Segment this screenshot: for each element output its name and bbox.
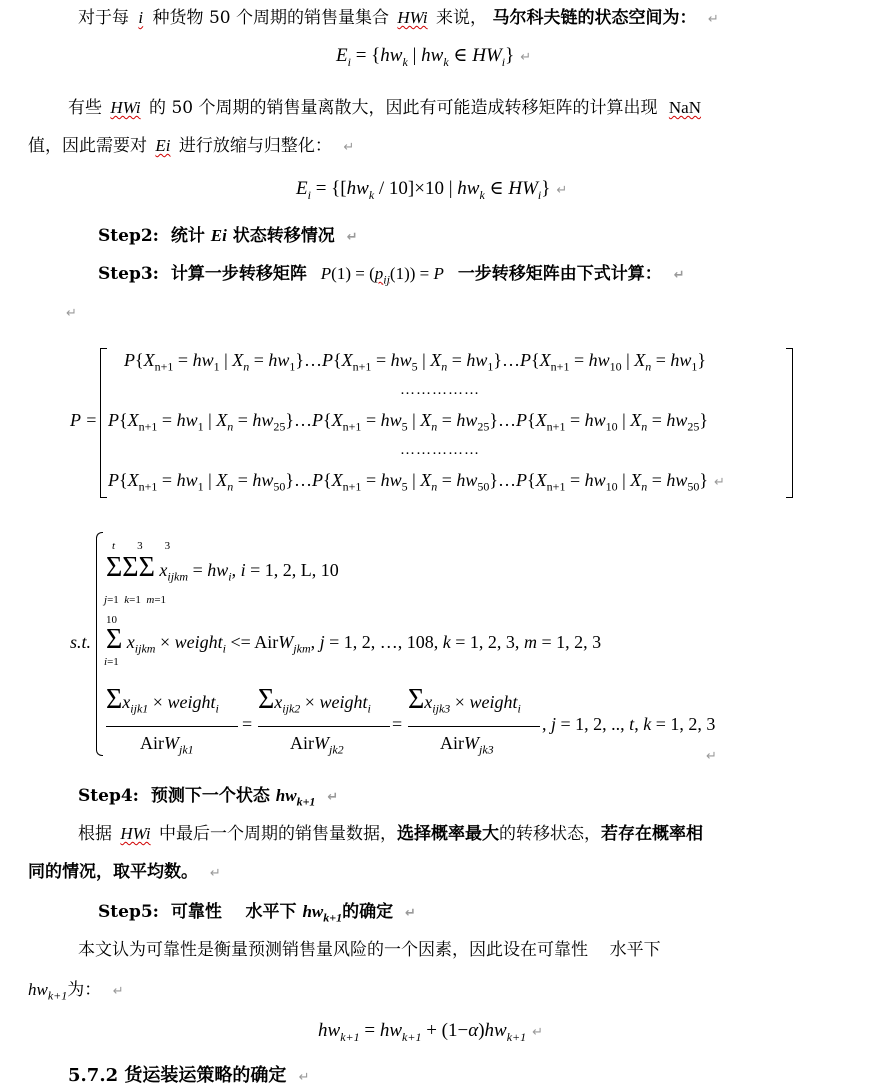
p3-bold1: 选择概率最大 (397, 824, 500, 844)
p4-post: 为： (67, 980, 102, 1000)
constraint-2-lower: i=1 (104, 656, 119, 668)
empty-paragraph: ↵ (66, 306, 77, 321)
constraint-3-den1: AirW$_{jk1}$ (140, 733, 194, 757)
p3-bold2: 若存在概率相 (601, 824, 704, 844)
p2-ei: Ei (155, 136, 171, 155)
section-heading (68, 1064, 310, 1090)
paragraph-mark: ↵ (707, 12, 719, 27)
p1-mid: 种货物 50 个周期的销售量集合 (152, 8, 389, 28)
paragraph-1 (78, 6, 719, 32)
p3-line2: 同的情况，取平均数。 (28, 862, 198, 882)
paragraph-2-line-1 (68, 96, 701, 120)
step2-ei: Ei (210, 226, 227, 245)
fraction-bar-1 (106, 726, 238, 727)
step5-heading (98, 900, 416, 929)
paragraph-3-line-2 (28, 860, 221, 886)
constraint-3: $\Sigma x_{ijk1}$ × weight$_i$ (106, 684, 219, 716)
equation-state-space: $E_i = \{hw_k$ | $hw_k$ ∈ $HW_i$} ↵ (336, 45, 532, 69)
constraint-2-limits: 10 (106, 614, 117, 626)
step5-post: 的确定 (342, 902, 394, 922)
p3-mid2: 的转移状态， (499, 824, 602, 844)
paragraph-mark: ↵ (327, 790, 339, 805)
paragraph-2-line-2 (28, 134, 354, 160)
fraction-bar-3 (408, 726, 540, 727)
constraint-1-upper: t 3 3 (112, 540, 171, 552)
paragraph-mark: ↵ (298, 1070, 310, 1085)
matrix-dots-2: …………… (400, 442, 480, 458)
paragraph-mark: ↵ (673, 268, 685, 283)
constraints-brace (96, 532, 103, 756)
paragraph-mark: ↵ (706, 749, 717, 764)
step2-label: Step2: (98, 226, 159, 246)
paragraph-mark: ↵ (209, 866, 221, 881)
fraction-bar-2 (258, 726, 390, 727)
step2-heading (98, 224, 358, 250)
step3-label: Step3: (98, 264, 159, 284)
matrix-row-1: $P\{X_{n+1} = hw_1$ | $X_n$ = $hw_1\}\dots P\{X_{n+1} = hw_5$ | $X_n$ = $hw_1\}\dots P\{X_{n+1} = hw_{10}$ | $X_n = hw_1$} (124, 350, 707, 374)
matrix-right-bracket (786, 348, 793, 498)
matrix-lhs: P = (70, 410, 98, 430)
section-title: 5.7.2 货运装运策略的确定 (68, 1065, 287, 1086)
step3-formula: $P(1) = (p_{ij}(1)) = P$ (320, 264, 444, 287)
p1-bold: 马尔科夫链的状态空间为： (492, 8, 697, 28)
step4-label: Step4: (78, 786, 139, 806)
constraint-3-tail: , j = 1, 2, .., t, k = 1, 2, 3 (542, 714, 716, 734)
step5-var: $hw_{k+1}$ (302, 902, 343, 925)
paragraph-mark: ↵ (405, 906, 416, 921)
constraint-1: ΣΣΣ $x_{ijkm} = hw_i$, i = 1, 2, L, 10 (106, 552, 339, 584)
step3-heading (98, 262, 685, 291)
step5-text: 可靠性 水平下 (170, 902, 297, 922)
p2-line2-pre: 值，因此需要对 (28, 136, 147, 156)
matrix-row-3: $P\{X_{n+1} = hw_1$ | $X_n$ = $hw_{50}\}\dots P\{X_{n+1} = hw_5$ | $X_n$ = $hw_{50}\}\dots P\{X_{n+1} = hw_{10}$ | $X_n = hw_{50}$} ↵ (108, 470, 725, 494)
step3-text1: 计算一步转移矩阵 (170, 264, 307, 284)
paragraph-4-line-1 (78, 938, 661, 962)
p2-pre: 有些 (68, 98, 102, 118)
p3-pre: 根据 (78, 824, 112, 844)
constraint-2: Σ $x_{ijkm}$ × weight$_i$ <= AirW$_{jkm}$, j = 1, 2, …, 108, k = 1, 2, 3, m = 1, 2, 3 (106, 624, 602, 656)
step4-heading (78, 784, 338, 813)
step5-label: Step5: (98, 902, 159, 922)
matrix-dots-1: …………… (400, 382, 480, 398)
constraint-1-limits: j=1 k=1 m=1 (104, 594, 167, 606)
equation-reliability: $hw_{k+1} = hw_{k+1} + (1-\alpha)hw_{k+1}$ ↵ (318, 1020, 544, 1044)
step2-post: 状态转移情况 (232, 226, 335, 246)
constraint-3-den3: AirW$_{jk3}$ (440, 733, 494, 757)
paragraph-mark: ↵ (346, 230, 358, 245)
paragraph-mark: ↵ (343, 140, 355, 155)
p4-line1: 本文认为可靠性是衡量预测销售量风险的一个因素，因此设在可靠性 水平下 (78, 940, 661, 960)
step2-text: 统计 (170, 226, 205, 246)
constraint-3-den2: AirW$_{jk2}$ (290, 733, 344, 757)
constraint-3-eq1: = (242, 714, 253, 734)
p3-mid: 中最后一个周期的销售量数据， (159, 824, 398, 844)
paragraph-mark: ↵ (112, 984, 124, 999)
paragraph-4-line-2 (28, 978, 124, 1007)
step3-text2: 一步转移矩阵由下式计算： (457, 264, 662, 284)
p2-hw: HWi (110, 98, 141, 117)
step4-text: 预测下一个状态 (150, 786, 270, 806)
p1-pre: 对于每 (78, 8, 129, 28)
constraint-3-eq2: = (392, 714, 403, 734)
constraint-3-num2: $\Sigma x_{ijk2}$ × weight$_i$ (258, 684, 371, 716)
matrix-row-2: $P\{X_{n+1} = hw_1$ | $X_n$ = $hw_{25}\}\dots P\{X_{n+1} = hw_5$ | $X_n$ = $hw_{25}\}\dots P\{X_{n+1} = hw_{10}$ | $X_n = hw_{25}$} (108, 410, 709, 434)
p1-var-i: i (138, 8, 144, 27)
p2-text: 的 50 个周期的销售量离散大，因此有可能造成转移矩阵的计算出现 (149, 98, 658, 118)
matrix-left-bracket (100, 348, 107, 498)
p1-hw: HWi (397, 8, 428, 27)
step4-var: $hw_{k+1}$ (275, 786, 316, 809)
constraint-3-num3: $\Sigma x_{ijk3}$ × weight$_i$ (408, 684, 521, 716)
p4-var: $hw_{k+1}$ (28, 980, 68, 1003)
p1-post: 来说， (436, 8, 488, 28)
p2-nan: NaN (668, 98, 702, 117)
equation-normalization: $E_i = \{[hw_k / 10]\times 10$ | $hw_k$ ∈ $HW_i$} ↵ (296, 178, 568, 202)
constraints-st: s.t. (70, 632, 92, 652)
p2-line2-post: 进行放缩与归整化： (178, 136, 332, 156)
p3-hw: HWi (120, 824, 151, 843)
paragraph-3-line-1 (78, 822, 703, 846)
